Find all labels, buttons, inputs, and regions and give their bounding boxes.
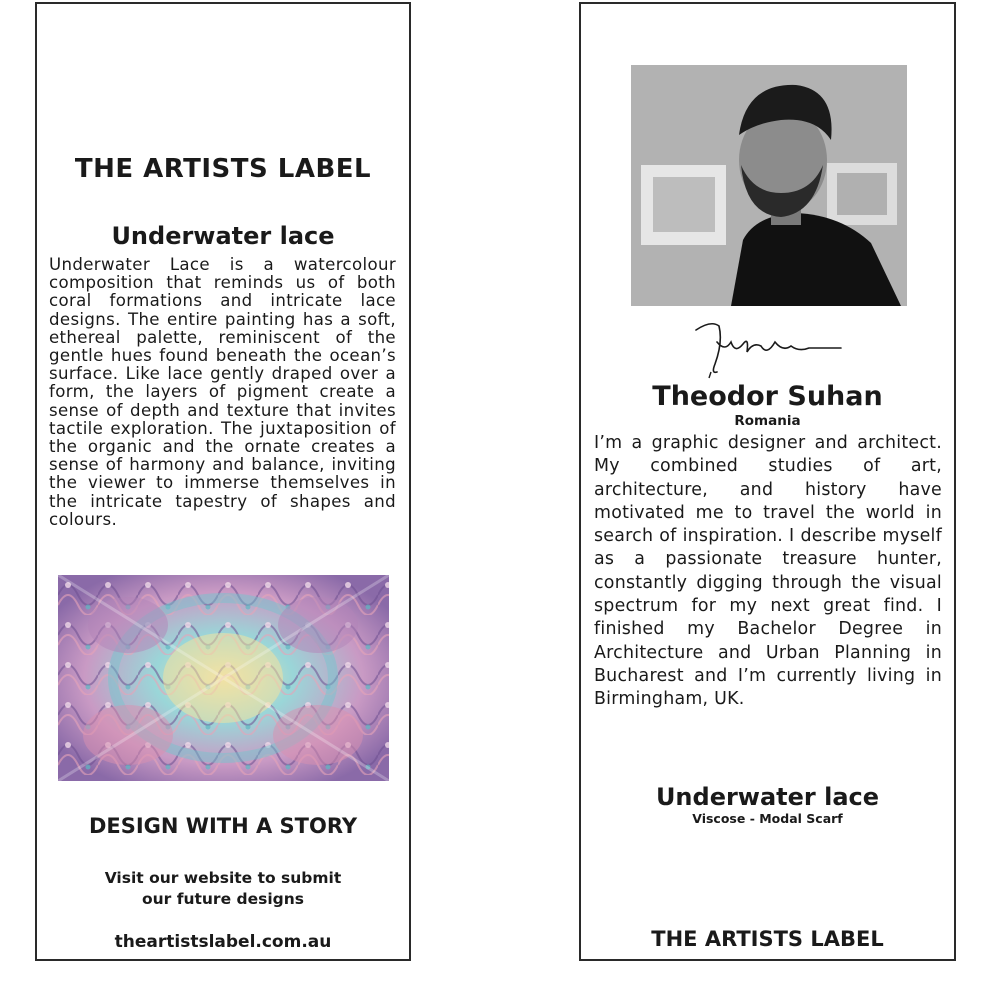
hang-tag-front bbox=[35, 2, 411, 961]
hang-tag-back bbox=[579, 2, 956, 961]
tagline: DESIGN WITH A STORY bbox=[88, 814, 358, 838]
product-subtitle: Viscose - Modal Scarf bbox=[692, 811, 843, 826]
design-title: Underwater lace bbox=[111, 222, 335, 250]
artist-name: Theodor Suhan bbox=[652, 381, 883, 412]
brand-title: THE ARTISTS LABEL bbox=[74, 154, 372, 184]
product-title: Underwater lace bbox=[655, 783, 880, 811]
website-link[interactable]: theartistslabel.com.au bbox=[114, 932, 332, 952]
visit-line-2: our future designs bbox=[141, 890, 304, 908]
visit-text bbox=[37, 868, 409, 910]
artwork-image bbox=[58, 575, 389, 781]
artist-bio: I’m a graphic designer and architect. My combined studies of art, architecture, and history have motivated me to travel the world in search of inspiration. I describe myself as a passionate treasure hunter, constantly digging through the visual spectrum for my next great find. I finished my Bachelor Degree in Architecture and Urban Planning in Bucharest and I’m currently living in Birmingham, UK. bbox=[594, 433, 942, 710]
design-description: Underwater Lace is a watercolour composition that reminds us of both coral formations and intricate lace designs. The entire painting has a soft, ethereal palette, reminiscent of the gentle hues found beneath the ocean’s surface. Like lace gently draped over a form, the layers of pigment create a sense of depth and texture that invites tactile exploration. The juxtaposition of the organic and the ornate creates a sense of harmony and balance, inviting the viewer to immerse themselves in the intricate tapestry of shapes and colours. bbox=[49, 255, 396, 529]
brand-footer: THE ARTISTS LABEL bbox=[651, 927, 884, 951]
artist-signature bbox=[691, 312, 851, 380]
visit-line-1: Visit our website to submit bbox=[104, 869, 342, 887]
artist-portrait bbox=[631, 65, 907, 306]
artist-country: Romania bbox=[734, 413, 801, 429]
